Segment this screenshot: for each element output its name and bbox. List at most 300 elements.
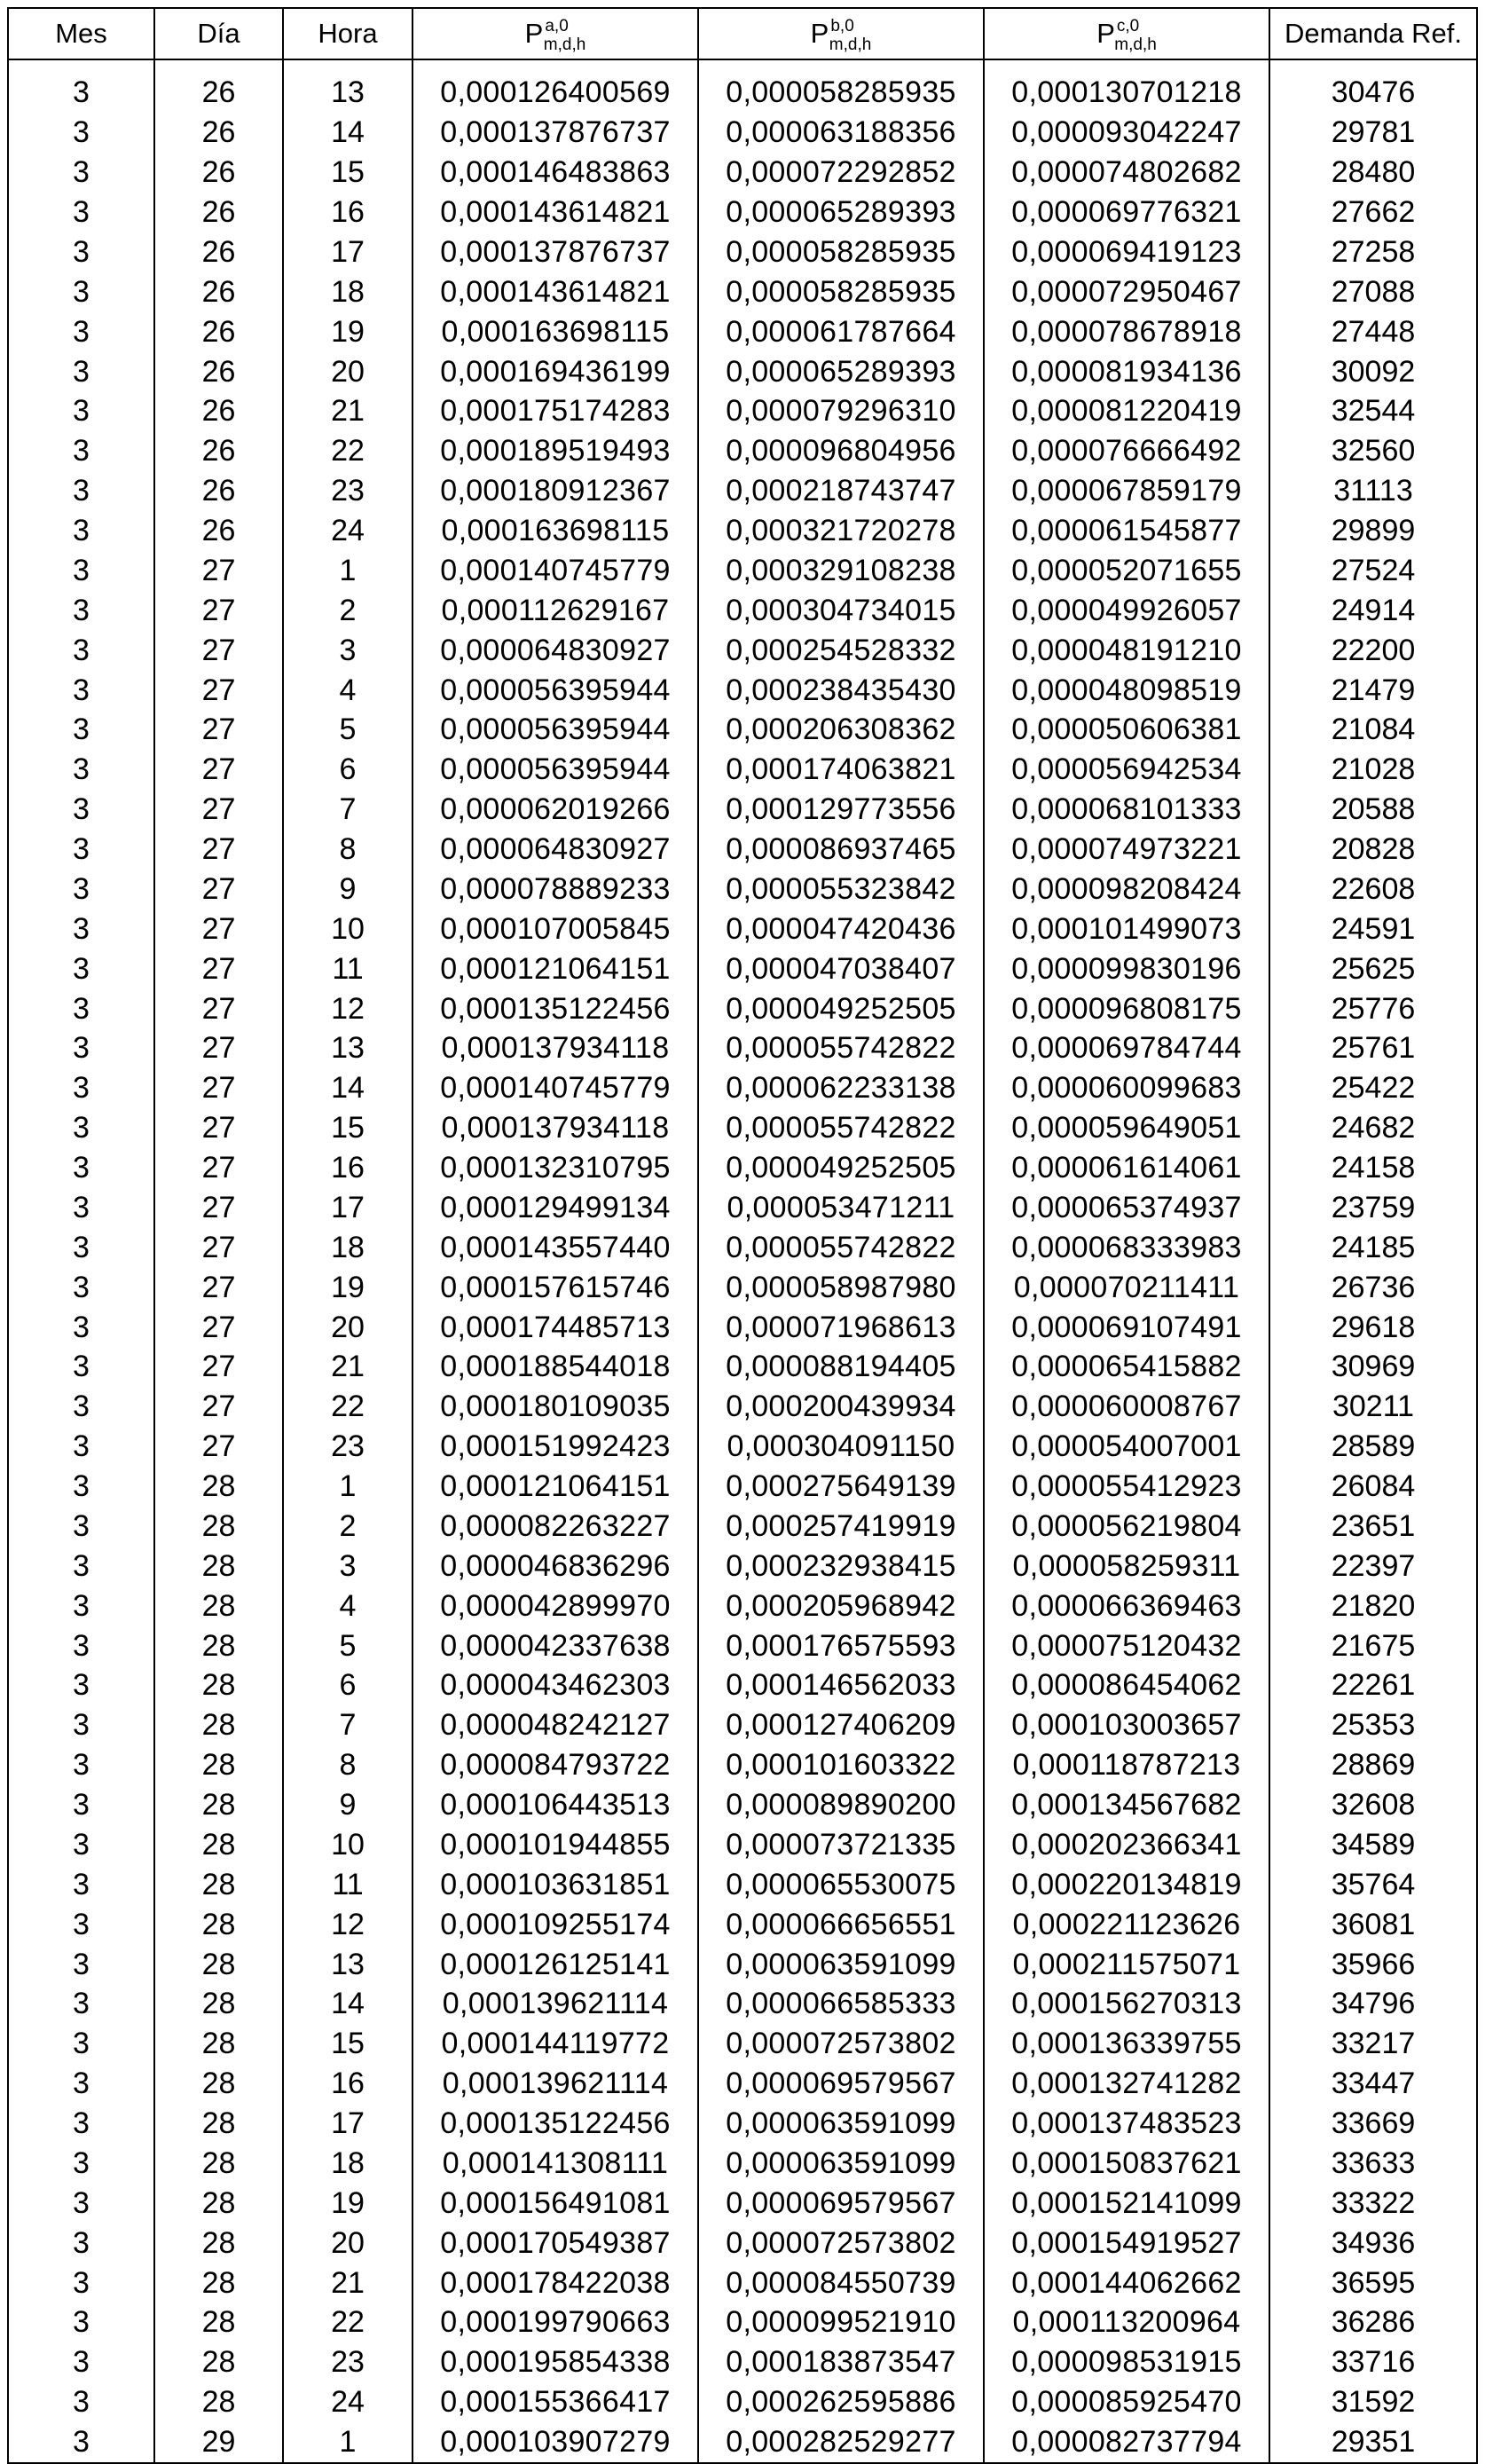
cell-pc: 0,000113200964 — [984, 2303, 1269, 2342]
cell-pc: 0,000085925470 — [984, 2382, 1269, 2422]
cell-pb: 0,000063188356 — [698, 113, 984, 153]
cell-demanda: 27662 — [1269, 193, 1477, 232]
cell-mes: 3 — [8, 1507, 154, 1547]
cell-pa: 0,000137934118 — [412, 1108, 698, 1148]
cell-pb: 0,000071968613 — [698, 1307, 984, 1347]
cell-hora: 6 — [283, 1665, 412, 1705]
cell-hora: 9 — [283, 870, 412, 909]
cell-pc: 0,000067859179 — [984, 471, 1269, 511]
cell-demanda: 22261 — [1269, 1665, 1477, 1705]
cell-hora: 7 — [283, 1705, 412, 1745]
cell-demanda: 33447 — [1269, 2064, 1477, 2104]
cell-pb: 0,000053471211 — [698, 1188, 984, 1228]
cell-pa: 0,000078889233 — [412, 870, 698, 909]
cell-demanda: 34589 — [1269, 1825, 1477, 1865]
cell-demanda: 22200 — [1269, 630, 1477, 670]
cell-pc: 0,000049926057 — [984, 590, 1269, 630]
table-row — [8, 1586, 1477, 1626]
table-row — [8, 1188, 1477, 1228]
cell-mes: 3 — [8, 1944, 154, 1984]
table-row — [8, 2223, 1477, 2263]
cell-pa: 0,000180912367 — [412, 471, 698, 511]
cell-hora: 24 — [283, 2382, 412, 2422]
cell-pb: 0,000072292852 — [698, 153, 984, 193]
table-row — [8, 1068, 1477, 1108]
cell-dia: 26 — [154, 232, 283, 272]
cell-demanda: 28589 — [1269, 1427, 1477, 1467]
cell-mes: 3 — [8, 232, 154, 272]
cell-hora: 7 — [283, 790, 412, 830]
cell-mes: 3 — [8, 1108, 154, 1148]
cell-pc: 0,000056942534 — [984, 750, 1269, 790]
cell-pb: 0,000146562033 — [698, 1665, 984, 1705]
cell-pb: 0,000127406209 — [698, 1705, 984, 1745]
cell-mes: 3 — [8, 2303, 154, 2342]
cell-hora: 8 — [283, 830, 412, 870]
cell-pb: 0,000065289393 — [698, 193, 984, 232]
cell-dia: 28 — [154, 1626, 283, 1665]
cell-pc: 0,000086454062 — [984, 1665, 1269, 1705]
cell-dia: 27 — [154, 710, 283, 750]
cell-mes: 3 — [8, 2382, 154, 2422]
cell-pa: 0,000048242127 — [412, 1705, 698, 1745]
cell-pc: 0,000099830196 — [984, 949, 1269, 988]
table-row — [8, 988, 1477, 1028]
cell-hora: 12 — [283, 988, 412, 1028]
cell-pa: 0,000129499134 — [412, 1188, 698, 1228]
cell-dia: 28 — [154, 1546, 283, 1586]
cell-demanda: 24682 — [1269, 1108, 1477, 1148]
cell-pa: 0,000163698115 — [412, 511, 698, 551]
cell-mes: 3 — [8, 590, 154, 630]
cell-pb: 0,000329108238 — [698, 551, 984, 591]
table-row — [8, 909, 1477, 949]
cell-pa: 0,000107005845 — [412, 909, 698, 949]
table-row — [8, 431, 1477, 471]
cell-pb: 0,000282529277 — [698, 2422, 984, 2463]
cell-pc: 0,000220134819 — [984, 1864, 1269, 1904]
cell-dia: 28 — [154, 2382, 283, 2422]
cell-pb: 0,000058285935 — [698, 232, 984, 272]
cell-pb: 0,000066656551 — [698, 1904, 984, 1944]
cell-hora: 5 — [283, 710, 412, 750]
cell-dia: 27 — [154, 1227, 283, 1267]
cell-pb: 0,000257419919 — [698, 1507, 984, 1547]
cell-hora: 17 — [283, 2104, 412, 2144]
header-pa-sub: m,d,h — [543, 35, 586, 54]
cell-pa: 0,000137876737 — [412, 113, 698, 153]
cell-demanda: 29781 — [1269, 113, 1477, 153]
cell-pb: 0,000063591099 — [698, 2104, 984, 2144]
cell-pb: 0,000065530075 — [698, 1864, 984, 1904]
cell-demanda: 27258 — [1269, 232, 1477, 272]
cell-mes: 3 — [8, 73, 154, 113]
cell-demanda: 24158 — [1269, 1148, 1477, 1188]
cell-pa: 0,000121064151 — [412, 949, 698, 988]
cell-pc: 0,000058259311 — [984, 1546, 1269, 1586]
cell-dia: 26 — [154, 391, 283, 431]
cell-pb: 0,000072573802 — [698, 2024, 984, 2064]
cell-pb: 0,000089890200 — [698, 1785, 984, 1825]
cell-hora: 21 — [283, 391, 412, 431]
cell-pa: 0,000188544018 — [412, 1347, 698, 1387]
cell-dia: 28 — [154, 2064, 283, 2104]
cell-dia: 28 — [154, 1944, 283, 1984]
cell-pa: 0,000137876737 — [412, 232, 698, 272]
cell-demanda: 36595 — [1269, 2263, 1477, 2303]
cell-dia: 27 — [154, 1108, 283, 1148]
cell-pa: 0,000163698115 — [412, 311, 698, 351]
cell-pb: 0,000055742822 — [698, 1227, 984, 1267]
cell-dia: 27 — [154, 1188, 283, 1228]
header-pc — [984, 8, 1269, 59]
table-row — [8, 1626, 1477, 1665]
header-pb — [698, 8, 984, 59]
cell-dia: 28 — [154, 1864, 283, 1904]
cell-pa: 0,000103631851 — [412, 1864, 698, 1904]
cell-pb: 0,000099521910 — [698, 2303, 984, 2342]
cell-mes: 3 — [8, 1148, 154, 1188]
cell-pc: 0,000103003657 — [984, 1705, 1269, 1745]
table-row — [8, 1347, 1477, 1387]
cell-demanda: 21675 — [1269, 1626, 1477, 1665]
table-row — [8, 511, 1477, 551]
cell-mes: 3 — [8, 1626, 154, 1665]
cell-mes: 3 — [8, 511, 154, 551]
cell-pb: 0,000174063821 — [698, 750, 984, 790]
cell-pc: 0,000068333983 — [984, 1227, 1269, 1267]
table-row — [8, 2144, 1477, 2184]
cell-pb: 0,000304091150 — [698, 1427, 984, 1467]
cell-mes: 3 — [8, 949, 154, 988]
cell-pa: 0,000056395944 — [412, 750, 698, 790]
cell-pc: 0,000202366341 — [984, 1825, 1269, 1865]
cell-demanda: 20588 — [1269, 790, 1477, 830]
cell-pb: 0,000063591099 — [698, 2144, 984, 2184]
cell-pa: 0,000062019266 — [412, 790, 698, 830]
cell-demanda: 31592 — [1269, 2382, 1477, 2422]
cell-dia: 27 — [154, 1307, 283, 1347]
cell-hora: 18 — [283, 2144, 412, 2184]
cell-pa: 0,000106443513 — [412, 1785, 698, 1825]
cell-mes: 3 — [8, 1387, 154, 1427]
cell-hora: 4 — [283, 1586, 412, 1626]
cell-dia: 27 — [154, 590, 283, 630]
cell-hora: 14 — [283, 113, 412, 153]
cell-mes: 3 — [8, 551, 154, 591]
cell-pc: 0,000060008767 — [984, 1387, 1269, 1427]
cell-hora: 8 — [283, 1745, 412, 1785]
header-pa-sup: a,0 — [545, 17, 569, 35]
cell-pc: 0,000065415882 — [984, 1347, 1269, 1387]
cell-pc: 0,000074802682 — [984, 153, 1269, 193]
cell-dia: 28 — [154, 2303, 283, 2342]
cell-demanda: 29351 — [1269, 2422, 1477, 2463]
table-row — [8, 1307, 1477, 1347]
table-row — [8, 1944, 1477, 1984]
cell-pc: 0,000154919527 — [984, 2223, 1269, 2263]
header-pb-sub: m,d,h — [829, 35, 872, 54]
cell-hora: 22 — [283, 1387, 412, 1427]
cell-pb: 0,000218743747 — [698, 471, 984, 511]
cell-demanda: 30092 — [1269, 351, 1477, 391]
cell-dia: 26 — [154, 431, 283, 471]
cell-dia: 28 — [154, 1984, 283, 2024]
cell-hora: 17 — [283, 1188, 412, 1228]
cell-hora: 12 — [283, 1904, 412, 1944]
cell-pc: 0,000137483523 — [984, 2104, 1269, 2144]
cell-dia: 27 — [154, 830, 283, 870]
table-row — [8, 1904, 1477, 1944]
spacer-row — [8, 59, 1477, 73]
cell-mes: 3 — [8, 790, 154, 830]
cell-pc: 0,000069776321 — [984, 193, 1269, 232]
table-row — [8, 1546, 1477, 1586]
cell-hora: 2 — [283, 590, 412, 630]
table-row — [8, 1705, 1477, 1745]
cell-hora: 22 — [283, 431, 412, 471]
cell-mes: 3 — [8, 1904, 154, 1944]
cell-pb: 0,000101603322 — [698, 1745, 984, 1785]
cell-dia: 28 — [154, 2104, 283, 2144]
cell-pc: 0,000081934136 — [984, 351, 1269, 391]
cell-pc: 0,000078678918 — [984, 311, 1269, 351]
cell-dia: 27 — [154, 1028, 283, 1068]
cell-pa: 0,000112629167 — [412, 590, 698, 630]
cell-mes: 3 — [8, 1785, 154, 1825]
cell-demanda: 22608 — [1269, 870, 1477, 909]
cell-pa: 0,000140745779 — [412, 551, 698, 591]
cell-pb: 0,000096804956 — [698, 431, 984, 471]
table-row — [8, 630, 1477, 670]
cell-pc: 0,000048191210 — [984, 630, 1269, 670]
cell-hora: 23 — [283, 471, 412, 511]
header-hora: Hora — [283, 8, 412, 59]
cell-pa: 0,000178422038 — [412, 2263, 698, 2303]
cell-demanda: 30969 — [1269, 1347, 1477, 1387]
table-row — [8, 311, 1477, 351]
table-row — [8, 2303, 1477, 2342]
table-row — [8, 73, 1477, 113]
cell-mes: 3 — [8, 1665, 154, 1705]
table-row — [8, 1745, 1477, 1785]
cell-demanda: 21820 — [1269, 1586, 1477, 1626]
cell-pb: 0,000200439934 — [698, 1387, 984, 1427]
cell-hora: 14 — [283, 1068, 412, 1108]
cell-pa: 0,000064830927 — [412, 630, 698, 670]
cell-demanda: 29899 — [1269, 511, 1477, 551]
cell-mes: 3 — [8, 1705, 154, 1745]
cell-mes: 3 — [8, 1427, 154, 1467]
cell-pb: 0,000062233138 — [698, 1068, 984, 1108]
cell-mes: 3 — [8, 710, 154, 750]
cell-hora: 13 — [283, 1028, 412, 1068]
cell-pa: 0,000042899970 — [412, 1586, 698, 1626]
cell-pc: 0,000075120432 — [984, 1626, 1269, 1665]
header-pc-sub: m,d,h — [1114, 35, 1157, 54]
cell-mes: 3 — [8, 2144, 154, 2184]
cell-pb: 0,000088194405 — [698, 1347, 984, 1387]
cell-mes: 3 — [8, 2064, 154, 2104]
cell-pb: 0,000058987980 — [698, 1267, 984, 1307]
cell-pc: 0,000061614061 — [984, 1148, 1269, 1188]
cell-hora: 20 — [283, 351, 412, 391]
cell-hora: 10 — [283, 909, 412, 949]
cell-pa: 0,000156491081 — [412, 2183, 698, 2223]
cell-dia: 26 — [154, 471, 283, 511]
cell-pb: 0,000066585333 — [698, 1984, 984, 2024]
cell-mes: 3 — [8, 1307, 154, 1347]
cell-demanda: 23651 — [1269, 1507, 1477, 1547]
cell-dia: 28 — [154, 2223, 283, 2263]
cell-mes: 3 — [8, 670, 154, 710]
cell-demanda: 30476 — [1269, 73, 1477, 113]
cell-pa: 0,000046836296 — [412, 1546, 698, 1586]
cell-pb: 0,000275649139 — [698, 1467, 984, 1507]
table-row — [8, 153, 1477, 193]
cell-hora: 11 — [283, 949, 412, 988]
cell-demanda: 25422 — [1269, 1068, 1477, 1108]
cell-demanda: 34796 — [1269, 1984, 1477, 2024]
cell-pb: 0,000205968942 — [698, 1586, 984, 1626]
cell-mes: 3 — [8, 272, 154, 311]
cell-pc: 0,000069784744 — [984, 1028, 1269, 1068]
cell-mes: 3 — [8, 431, 154, 471]
cell-pa: 0,000084793722 — [412, 1745, 698, 1785]
cell-hora: 17 — [283, 232, 412, 272]
cell-pa: 0,000140745779 — [412, 1068, 698, 1108]
cell-pb: 0,000176575593 — [698, 1626, 984, 1665]
cell-demanda: 21479 — [1269, 670, 1477, 710]
demand-table — [7, 7, 1478, 2464]
cell-demanda: 24591 — [1269, 909, 1477, 949]
cell-pa: 0,000143557440 — [412, 1227, 698, 1267]
cell-pb: 0,000049252505 — [698, 1148, 984, 1188]
cell-pc: 0,000221123626 — [984, 1904, 1269, 1944]
cell-pa: 0,000175174283 — [412, 391, 698, 431]
cell-dia: 27 — [154, 750, 283, 790]
cell-demanda: 25625 — [1269, 949, 1477, 988]
cell-demanda: 27524 — [1269, 551, 1477, 591]
cell-dia: 28 — [154, 2024, 283, 2064]
cell-pa: 0,000155366417 — [412, 2382, 698, 2422]
cell-demanda: 27088 — [1269, 272, 1477, 311]
cell-mes: 3 — [8, 2223, 154, 2263]
cell-pc: 0,000096808175 — [984, 988, 1269, 1028]
cell-dia: 26 — [154, 511, 283, 551]
cell-dia: 27 — [154, 1347, 283, 1387]
cell-dia: 28 — [154, 1665, 283, 1705]
cell-pc: 0,000069107491 — [984, 1307, 1269, 1347]
table-row — [8, 1507, 1477, 1547]
cell-mes: 3 — [8, 1227, 154, 1267]
cell-pa: 0,000146483863 — [412, 153, 698, 193]
cell-pb: 0,000055323842 — [698, 870, 984, 909]
cell-pa: 0,000043462303 — [412, 1665, 698, 1705]
cell-pa: 0,000137934118 — [412, 1028, 698, 1068]
cell-dia: 27 — [154, 909, 283, 949]
cell-dia: 27 — [154, 630, 283, 670]
cell-demanda: 21084 — [1269, 710, 1477, 750]
cell-hora: 15 — [283, 153, 412, 193]
cell-pb: 0,000058285935 — [698, 272, 984, 311]
cell-pc: 0,000101499073 — [984, 909, 1269, 949]
table-row — [8, 2064, 1477, 2104]
cell-dia: 27 — [154, 1387, 283, 1427]
cell-dia: 28 — [154, 1904, 283, 1944]
cell-mes: 3 — [8, 471, 154, 511]
table-row — [8, 1864, 1477, 1904]
table-row — [8, 1387, 1477, 1427]
cell-pc: 0,000052071655 — [984, 551, 1269, 591]
table-row — [8, 1267, 1477, 1307]
cell-mes: 3 — [8, 1267, 154, 1307]
cell-pb: 0,000055742822 — [698, 1108, 984, 1148]
cell-hora: 20 — [283, 1307, 412, 1347]
cell-hora: 20 — [283, 2223, 412, 2263]
cell-pb: 0,000238435430 — [698, 670, 984, 710]
table-row — [8, 1785, 1477, 1825]
cell-demanda: 32560 — [1269, 431, 1477, 471]
header-pc-base: P — [1096, 18, 1115, 49]
cell-demanda: 21028 — [1269, 750, 1477, 790]
cell-dia: 27 — [154, 988, 283, 1028]
cell-mes: 3 — [8, 630, 154, 670]
cell-mes: 3 — [8, 830, 154, 870]
cell-pc: 0,000152141099 — [984, 2183, 1269, 2223]
cell-pc: 0,000098531915 — [984, 2342, 1269, 2382]
cell-mes: 3 — [8, 391, 154, 431]
cell-mes: 3 — [8, 351, 154, 391]
cell-pa: 0,000157615746 — [412, 1267, 698, 1307]
cell-mes: 3 — [8, 750, 154, 790]
cell-hora: 19 — [283, 311, 412, 351]
cell-pb: 0,000254528332 — [698, 630, 984, 670]
cell-hora: 18 — [283, 1227, 412, 1267]
cell-hora: 16 — [283, 1148, 412, 1188]
table-row — [8, 1227, 1477, 1267]
cell-hora: 5 — [283, 1626, 412, 1665]
cell-pc: 0,000156270313 — [984, 1984, 1269, 2024]
cell-pb: 0,000183873547 — [698, 2342, 984, 2382]
cell-pa: 0,000174485713 — [412, 1307, 698, 1347]
cell-dia: 27 — [154, 670, 283, 710]
table-row — [8, 391, 1477, 431]
cell-dia: 27 — [154, 1148, 283, 1188]
cell-pc: 0,000081220419 — [984, 391, 1269, 431]
table-row — [8, 471, 1477, 511]
cell-pb: 0,000047038407 — [698, 949, 984, 988]
cell-mes: 3 — [8, 1745, 154, 1785]
table-row — [8, 2183, 1477, 2223]
cell-pa: 0,000132310795 — [412, 1148, 698, 1188]
header-demanda: Demanda Ref. — [1269, 8, 1477, 59]
cell-pb: 0,000079296310 — [698, 391, 984, 431]
cell-pb: 0,000047420436 — [698, 909, 984, 949]
cell-demanda: 33669 — [1269, 2104, 1477, 2144]
cell-mes: 3 — [8, 1864, 154, 1904]
cell-pa: 0,000101944855 — [412, 1825, 698, 1865]
cell-pc: 0,000132741282 — [984, 2064, 1269, 2104]
cell-mes: 3 — [8, 1347, 154, 1387]
cell-pa: 0,000180109035 — [412, 1387, 698, 1427]
cell-hora: 3 — [283, 630, 412, 670]
cell-mes: 3 — [8, 311, 154, 351]
header-mes: Mes — [8, 8, 154, 59]
cell-dia: 27 — [154, 870, 283, 909]
cell-mes: 3 — [8, 2024, 154, 2064]
cell-pa: 0,000139621114 — [412, 1984, 698, 2024]
